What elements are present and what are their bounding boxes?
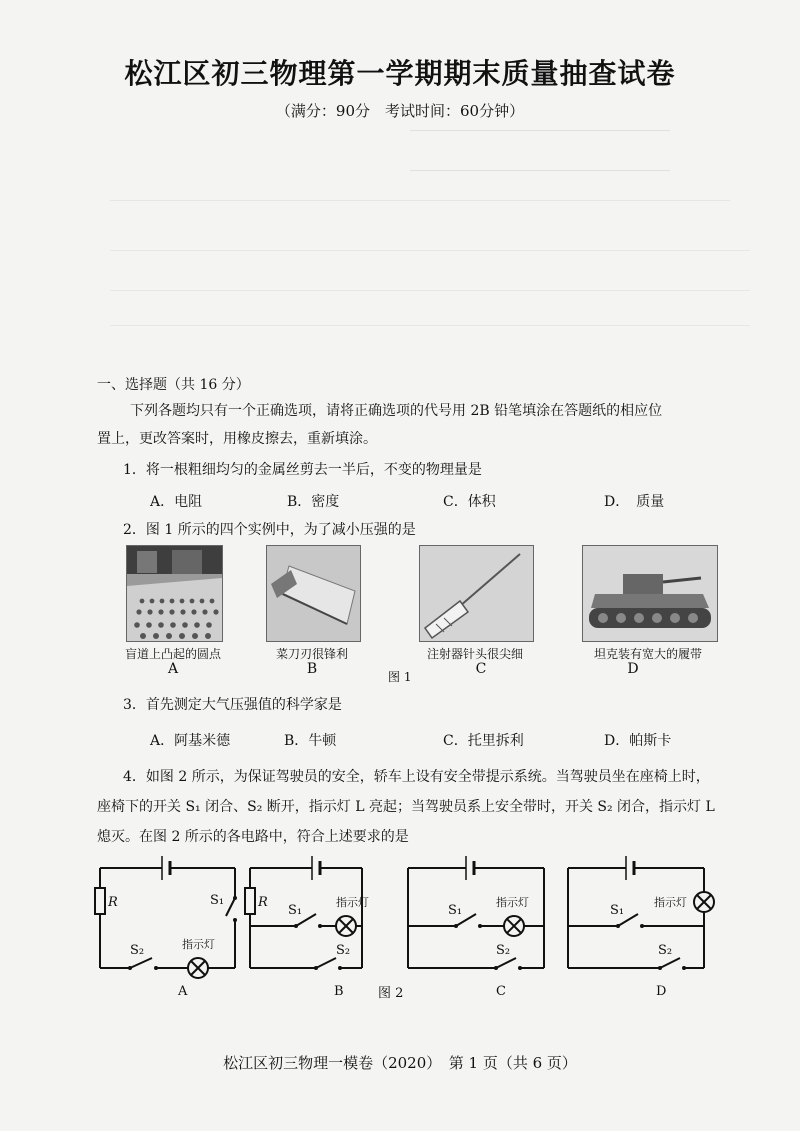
bleed-through-area (110, 130, 750, 360)
circuit-c-s1-label: S₁ (448, 903, 463, 918)
circuit-b-s1-label: S₁ (288, 903, 303, 918)
page-footer: 松江区初三物理一模卷（2020） 第 1 页（共 6 页） (223, 1054, 577, 1072)
syringe-photo (419, 545, 534, 642)
photo-a-caption: 盲道上凸起的圆点 (124, 647, 221, 661)
circuit-d-diagram (560, 850, 720, 1000)
photo-d-letter: D (627, 661, 639, 677)
circuit-a-r-label: R (108, 895, 118, 910)
circuit-b-diagram (240, 850, 380, 1000)
q4-line3: 熄灭。在图 2 所示的各电路中，符合上述要求的是 (97, 829, 409, 845)
circuit-b-r-label: R (258, 895, 268, 910)
exam-title: 松江区初三物理第一学期期末质量抽查试卷 (124, 57, 676, 90)
q4-line2: 座椅下的开关 S₁ 闭合、S₂ 断开，指示灯 L 亮起；当驾驶员系上安全带时，开关 S₂ 闭合，指示灯 L (97, 799, 715, 815)
circuit-a-s1-label: S₁ (210, 893, 225, 908)
q3-option-c: C．托里拆利 (443, 733, 524, 749)
q4-line1: 4．如图 2 所示，为保证驾驶员的安全，轿车上设有安全带提示系统。当驾驶员坐在座椅上时， (123, 769, 710, 785)
circuit-a-s2-label: S₂ (130, 943, 145, 958)
circuit-c-s2-label: S₂ (496, 943, 511, 958)
q1-stem: 1．将一根粗细均匀的金属丝剪去一半后，不变的物理量是 (123, 462, 482, 478)
circuit-d-letter: D (656, 984, 667, 999)
tank-photo (582, 545, 718, 642)
section-instruction-line2: 置上，更改答案时，用橡皮擦去，重新填涂。 (97, 431, 377, 447)
q1-option-a: A．电阻 (150, 494, 203, 510)
photo-b-caption: 菜刀刃很锋利 (275, 647, 348, 661)
circuit-c-diagram (400, 850, 550, 1000)
circuit-d-s2-label: S₂ (658, 943, 673, 958)
photo-d-caption: 坦克装有宽大的履带 (593, 647, 702, 661)
q2-stem: 2．图 1 所示的四个实例中，为了减小压强的是 (123, 522, 416, 538)
figure1-label: 图 1 (388, 670, 412, 684)
q3-stem: 3．首先测定大气压强值的科学家是 (123, 697, 342, 713)
circuit-b-s2-label: S₂ (336, 943, 351, 958)
circuit-a-diagram (90, 850, 250, 1000)
circuit-d-s1-label: S₁ (610, 903, 625, 918)
q3-option-d: D．帕斯卡 (604, 733, 672, 749)
photo-c-letter: C (475, 661, 487, 677)
circuit-b-lamp-label: 指示灯 (336, 896, 369, 909)
kitchen-knife-photo (266, 545, 361, 642)
photo-c-caption: 注射器针头很尖细 (426, 647, 523, 661)
photo-a-letter: A (167, 661, 179, 677)
circuit-b-letter: B (334, 984, 344, 999)
q3-option-b: B．牛顿 (284, 733, 337, 749)
figure2-label: 图 2 (378, 986, 404, 1001)
q1-option-c: C．体积 (443, 494, 496, 510)
circuit-d-lamp-label: 指示灯 (654, 896, 687, 909)
q1-option-b: B．密度 (287, 494, 340, 510)
q1-option-d: D． 质量 (604, 494, 665, 510)
exam-subtitle: （满分：90分 考试时间：60分钟） (275, 102, 525, 120)
photo-b-letter: B (306, 661, 318, 677)
q3-option-a: A．阿基米德 (150, 733, 231, 749)
circuit-c-letter: C (496, 984, 506, 999)
section-heading: 一、选择题（共 16 分） (97, 377, 250, 393)
circuit-c-lamp-label: 指示灯 (496, 896, 529, 909)
circuit-a-lamp-label: 指示灯 (182, 938, 215, 951)
section-instruction-line1: 下列各题均只有一个正确选项，请将正确选项的代号用 2B 铅笔填涂在答题纸的相应位 (130, 403, 663, 419)
tactile-paving-photo (126, 545, 223, 642)
circuit-a-letter: A (178, 984, 188, 999)
